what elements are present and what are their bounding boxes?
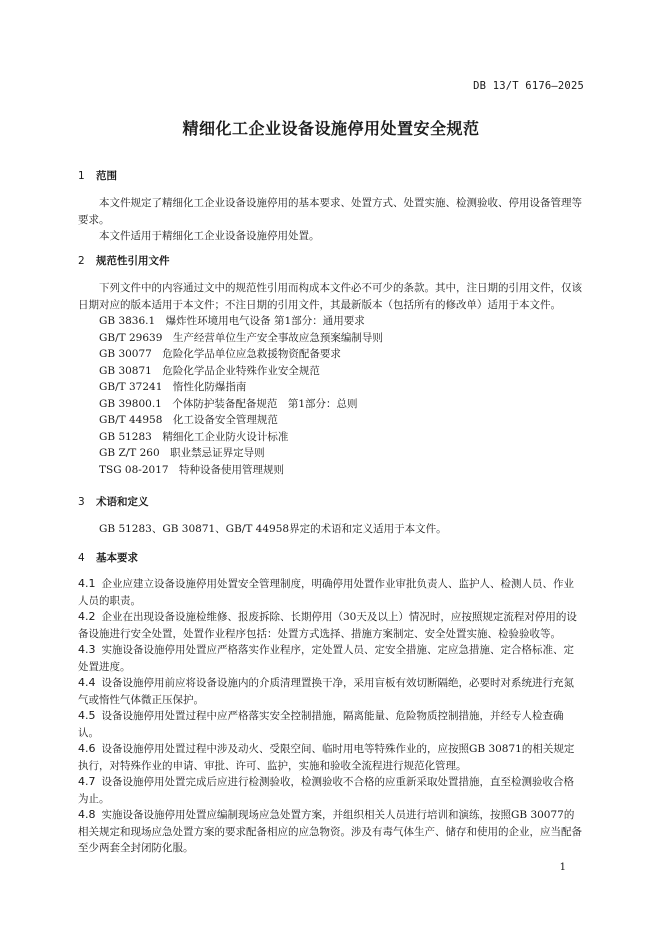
section-scope-body [78, 195, 584, 245]
clause [78, 609, 584, 642]
reference-item: GB/T 37241 惰性化防爆指南 [99, 381, 247, 393]
clause-number: 4.3 [78, 643, 96, 656]
section-terms [78, 494, 584, 511]
section-basic-requirements-body [78, 576, 584, 857]
paragraph: GB 51283、GB 30871、GB/T 44958界定的术语和定义适用于本文件。 [99, 523, 447, 535]
section-number: 3 [78, 496, 85, 508]
section-terms-body [78, 521, 584, 538]
section-title: 基本要求 [96, 552, 138, 564]
reference-item: GB Z/T 260 职业禁忌证界定导则 [99, 447, 265, 459]
clause-number: 4.7 [78, 775, 96, 788]
section-title: 术语和定义 [96, 496, 149, 508]
section-heading [78, 550, 584, 567]
clause [78, 642, 584, 675]
clause [78, 741, 584, 774]
reference-item: GB 51283 精细化工企业防火设计标准 [99, 430, 289, 443]
section-title: 范围 [96, 170, 117, 182]
clause [78, 807, 584, 857]
document-title: 精细化工企业设备设施停用处置安全规范 [182, 119, 480, 138]
section-normative-refs-body [78, 280, 584, 478]
section-normative-refs [78, 253, 584, 270]
reference-item: GB 30077 危险化学品单位应急救援物资配备要求 [99, 348, 341, 360]
reference-item: GB 3836.1 爆炸性环境用电气设备 第1部分：通用要求 [99, 315, 365, 327]
document-code-header: DB 13/T 6176—2025 [473, 80, 584, 92]
section-title: 规范性引用文件 [96, 255, 170, 267]
section-number: 1 [78, 170, 85, 182]
clause-number: 4.6 [78, 742, 96, 755]
clause-text: 设备设施停用处置过程中涉及动火、受限空间、临时用电等特殊作业的，应按照GB 30871的相关规定执行，对特殊作业的申请、审批、许可、监护，实施和验收全流程进行规范化管理。 [78, 743, 575, 772]
section-number: 2 [78, 255, 85, 267]
paragraph: 本文件规定了精细化工企业设备设施停用的基本要求、处置方式、处置实施、检测验收、停用设备管理等要求。 [78, 197, 582, 226]
clause-number: 4.8 [78, 808, 96, 821]
clause-number: 4.4 [78, 676, 96, 689]
clause-text: 设备设施停用处置完成后应进行检测验收，检测验收不合格的应重新采取处置措施，直至检测验收合格为止。 [78, 776, 574, 805]
section-heading [78, 168, 584, 185]
section-heading [78, 253, 584, 270]
clause [78, 774, 584, 807]
reference-item: TSG 08-2017 特种设备使用管理规则 [99, 463, 285, 476]
clause-text: 设备设施停用处置过程中应严格落实安全控制措施，隔离能量、危险物质控制措施，并经专人检查确认。 [78, 710, 564, 739]
page-number: 1 [559, 862, 566, 873]
clause-text: 实施设备设施停用处置应编制现场应急处置方案，并组织相关人员进行培训和演练，按照GB 30077的相关规定和现场应急处置方案的要求配备相应的应急物资。涉及有毒气体生产、储存和使用的企业，应当配备至少两套全封闭防化服。 [78, 809, 582, 854]
clause-text: 设备设施停用前应将设备设施内的介质清理置换干净，采用盲板有效切断隔绝，必要时对系统进行充氮气或惰性气体微正压保护。 [78, 677, 574, 706]
reference-item: GB/T 29639 生产经营单位生产安全事故应急预案编制导则 [99, 331, 383, 344]
section-heading [78, 494, 584, 511]
clause-text: 实施设备设施停用处置应严格落实作业程序，定处置人员、定安全措施、定应急措施、定合格标准、定处置进度。 [78, 644, 574, 673]
clause-number: 4.2 [78, 610, 96, 623]
clause [78, 576, 584, 609]
clause-text: 企业在出现设备设施检维修、报废拆除、长期停用（30天及以上）情况时，应按照规定流程对停用的设备设施进行安全处置，处置作业程序包括：处置方式选择、措施方案制定、安全处置实施、检验验收等。 [78, 611, 577, 640]
section-number: 4 [78, 552, 85, 564]
paragraph: 下列文件中的内容通过文中的规范性引用而构成本文件必不可少的条款。其中，注日期的引用文件，仅该日期对应的版本适用于本文件；不注日期的引用文件，其最新版本（包括所有的修改单）适用于本文件。 [78, 282, 582, 311]
clause-number: 4.1 [78, 577, 96, 590]
reference-item: GB 30871 危险化学品企业特殊作业安全规范 [99, 364, 320, 377]
clause [78, 675, 584, 708]
section-basic-requirements [78, 550, 584, 567]
reference-item: GB/T 44958 化工设备安全管理规范 [99, 414, 278, 426]
clause-number: 4.5 [78, 709, 96, 722]
clause [78, 708, 584, 741]
reference-item: GB 39800.1 个体防护装备配备规范 第1部分：总则 [99, 397, 358, 410]
section-scope [78, 168, 584, 185]
clause-text: 企业应建立设备设施停用处置安全管理制度，明确停用处置作业审批负责人、监护人、检测人员、作业人员的职责。 [78, 578, 574, 607]
paragraph: 本文件适用于精细化工企业设备设施停用处置。 [99, 230, 320, 242]
